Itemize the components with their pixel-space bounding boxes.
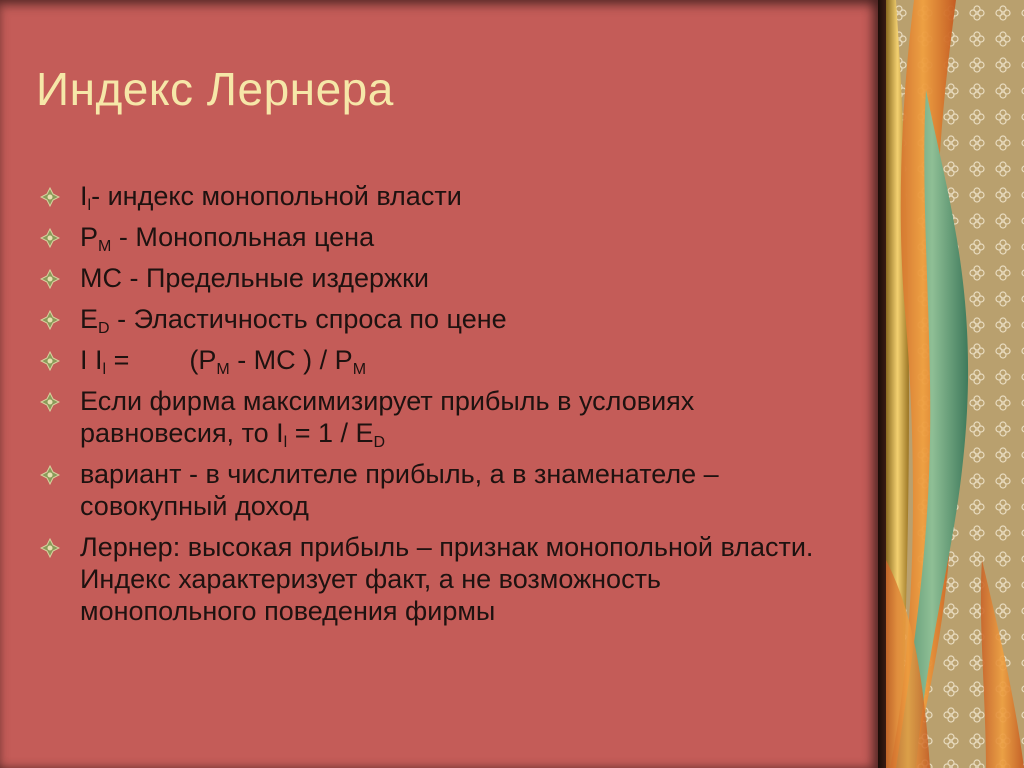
flower-bullet-icon: [40, 465, 60, 485]
flower-bullet-icon: [40, 392, 60, 412]
flower-bullet-icon: [40, 269, 60, 289]
flower-bullet-icon: [40, 187, 60, 207]
flower-bullet-icon: [40, 351, 60, 371]
decorative-drape-image: [886, 0, 1024, 768]
bullet-item: $P_M$ - Монопольная цена: [40, 221, 840, 253]
bullet-item: $E_D$ - Эластичность спроса по цене: [40, 303, 840, 335]
bullet-item: MC - Предельные издержки: [40, 262, 840, 294]
bullet-item: вариант - в числителе прибыль, а в знаменателе – совокупный доход: [40, 458, 840, 522]
slide-title: Индекс Лернера: [36, 63, 394, 115]
bullet-item: Если фирма максимизирует прибыль в условиях равновесия, то $I_l = 1 / E_D$: [40, 385, 840, 449]
flower-bullet-icon: [40, 228, 60, 248]
bullet-item: Лернер: высокая прибыль – признак монопольной власти. Индекс характеризует факт, а не возможность монопольного поведения фирмы: [40, 531, 840, 627]
flower-bullet-icon: [40, 310, 60, 330]
bullet-item: I $I_l = (P_M$ - MC ) / $P_M$: [40, 344, 840, 376]
frame-edge: [878, 0, 886, 768]
flower-bullet-icon: [40, 538, 60, 558]
bullet-item: $I_l-$ индекс монопольной власти: [40, 180, 840, 212]
bullet-list: [40, 180, 840, 636]
